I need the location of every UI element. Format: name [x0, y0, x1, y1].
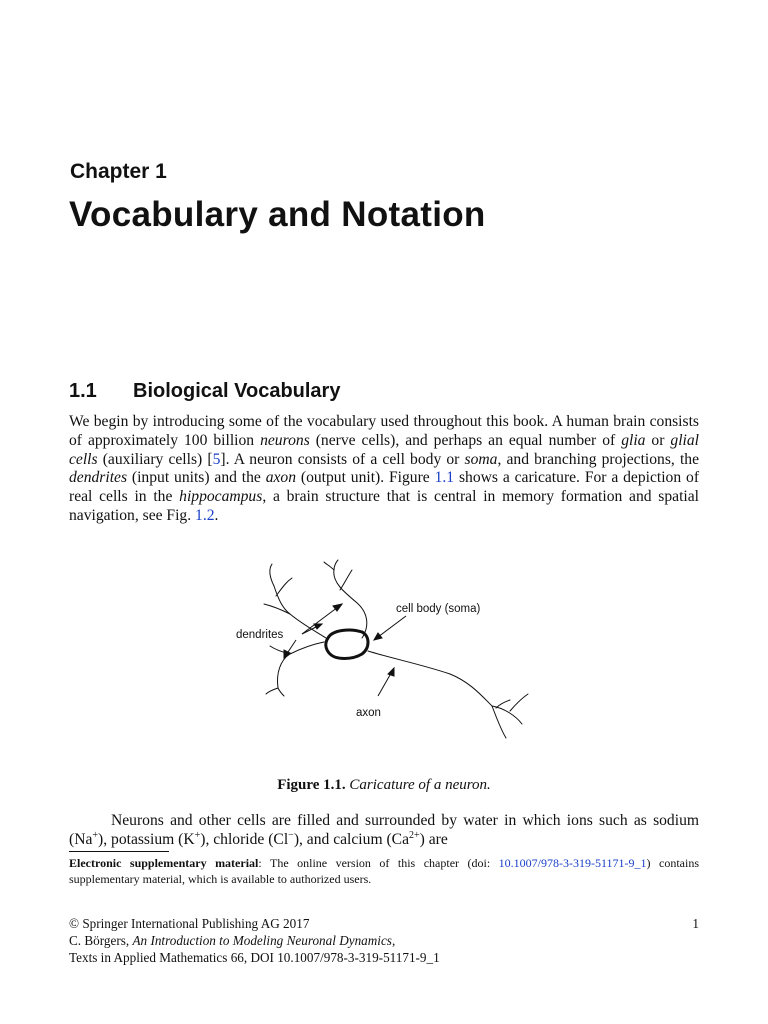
- dendrite-branch: [264, 604, 290, 614]
- section-title: Biological Vocabulary: [133, 380, 341, 402]
- footnote-rule: [69, 851, 169, 852]
- section-number: 1.1: [69, 380, 97, 402]
- figure-link-1-2[interactable]: 1.2: [195, 506, 215, 524]
- dendrite-branch: [276, 578, 292, 596]
- arrowhead: [314, 624, 322, 629]
- page-number: 1: [692, 916, 699, 931]
- dendrite-branch: [278, 642, 325, 688]
- section-heading: [69, 380, 340, 403]
- label-cell-body: cell body (soma): [396, 603, 481, 615]
- axon-branch: [492, 706, 506, 738]
- dendrite-branch: [340, 570, 352, 590]
- figure-link-1-1[interactable]: 1.1: [434, 469, 455, 487]
- soma-shape: [326, 630, 368, 659]
- dendrite-branch: [278, 688, 284, 696]
- label-axon: axon: [356, 707, 381, 719]
- paragraph-ions: Neurons and other cells are filled and surrounded by water in which ions such as sodium (Na+), potassium (K+), chloride (Cl−), and calcium $(Ca^{2+})$ are: [69, 812, 699, 848]
- page-footer: [69, 915, 699, 966]
- label-dendrites: dendrites: [236, 629, 284, 641]
- chapter-title: Vocabulary and Notation: [69, 195, 486, 234]
- dendrite-branch: [266, 688, 278, 694]
- doi-link[interactable]: 10.1007/978-3-319-51171-9_1: [498, 856, 647, 870]
- axon-line: [368, 651, 492, 706]
- axon-branch: [510, 694, 528, 711]
- dendrite-branch: [334, 570, 367, 638]
- author-line: C. Börgers, An Introduction to Modeling Neuronal Dynamics,: [69, 933, 396, 948]
- chapter-label: Chapter 1: [70, 160, 167, 183]
- figure-caption: Figure 1.1. Caricature of a neuron.: [277, 777, 491, 793]
- dendrite-branch: [334, 560, 338, 570]
- copyright: © Springer International Publishing AG 2017: [69, 916, 310, 931]
- arrowhead: [388, 668, 394, 676]
- paragraph-intro: We begin by introducing some of the vocabulary used throughout this book. A human brain consists of approximately 100 billion neurons (nerve cells), and perhaps an equal number of glia or glial cells (auxiliary cells) [5]. A neuron consists of a cell body or soma, and branching projections, the dendrites (input units) and the axon (output unit). Figure 1.1 shows a caricature. For a depiction of real cells in the hippocampus, a brain structure that is central in memory formation and spatial navigation, see Fig. 1.2.: [69, 413, 700, 524]
- arrowhead: [374, 633, 382, 640]
- citation-link-5[interactable]: 5: [212, 450, 221, 468]
- dendrite-branch: [270, 564, 274, 586]
- series-line: Texts in Applied Mathematics 66, DOI 10.1007/978-3-319-51171-9_1: [69, 950, 440, 965]
- axon-branch: [492, 706, 522, 724]
- axon-branch: [496, 700, 510, 708]
- neuron-figure: [220, 556, 540, 766]
- footnote: Electronic supplementary material: The online version of this chapter (doi: 10.1007/978-3-319-51171-9_1) contains supplementary material, which is available to authorized users.: [69, 856, 699, 886]
- dendrite-branch: [324, 562, 334, 570]
